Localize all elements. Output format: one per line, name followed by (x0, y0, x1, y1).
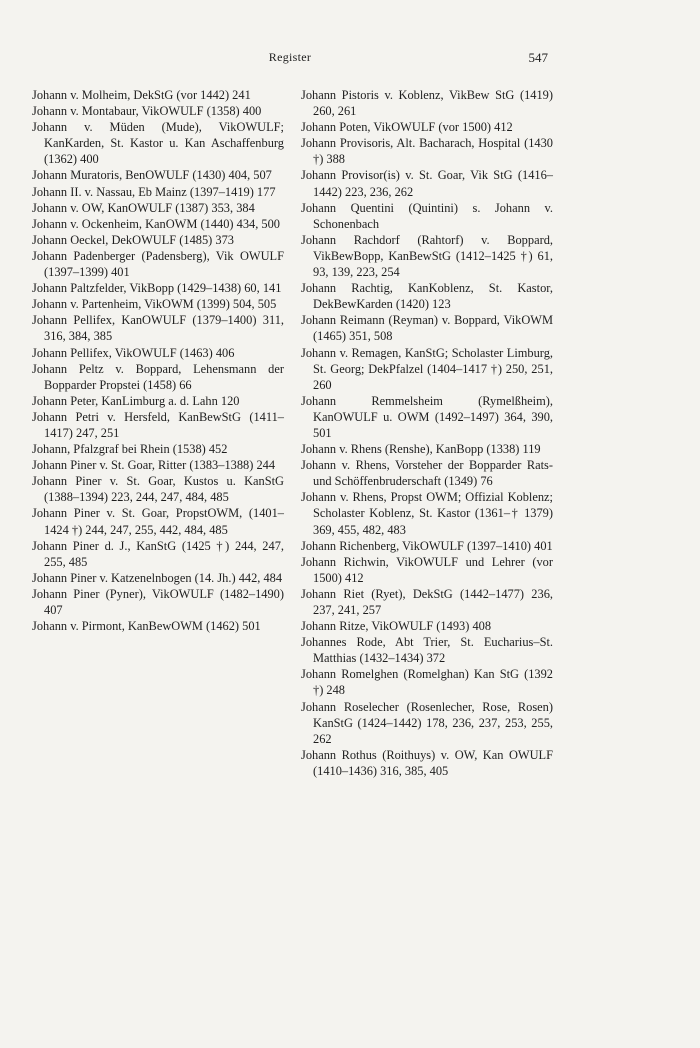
register-entry: Johann v. Pirmont, KanBewOWM (1462) 501 (32, 619, 261, 634)
left-column (32, 87, 284, 634)
register-entry: Johann Rothus (Roithuys) v. OW, Kan OWULF (1410–1436) 316, 385, 405 (301, 747, 553, 778)
page-header (32, 50, 548, 68)
register-entry: Johann Riet (Ryet), DekStG (1442–1477) 236, 237, 241, 257 (301, 586, 553, 617)
register-entry: Johann v. OW, KanOWULF (1387) 353, 384 (32, 200, 255, 215)
register-entry: Johann Piner (Pyner), VikOWULF (1482–1490) 407 (32, 586, 284, 617)
register-entry: Johann Paltzfelder, VikBopp (1429–1438) 60, 141 (32, 281, 282, 296)
register-entry: Johann Ritze, VikOWULF (1493) 408 (301, 619, 492, 634)
register-entry: Johann Pellifex, VikOWULF (1463) 406 (32, 345, 235, 360)
register-entry: Johann Reimann (Reyman) v. Boppard, VikOWM (1465) 351, 508 (301, 313, 553, 344)
register-entry: Johann v. Rhens, Vorsteher der Bopparder Rats- und Schöffenbruderschaft (1349) 76 (301, 458, 553, 489)
register-entry: Johann Piner d. J., KanStG (1425 †) 244, 247, 255, 485 (32, 538, 284, 569)
right-column (301, 87, 553, 779)
register-entry: Johann Piner v. St. Goar, Ritter (1383–1388) 244 (32, 458, 276, 473)
register-entry: Johann Roselecher (Rosenlecher, Rose, Rosen) KanStG (1424–1442) 178, 236, 237, 253, 255, 262 (301, 699, 553, 746)
register-entry: Johann Rachtig, KanKoblenz, St. Kastor, DekBewKarden (1420) 123 (301, 281, 553, 312)
register-entry: Johann Pellifex, KanOWULF (1379–1400) 311, 316, 384, 385 (32, 313, 284, 344)
register-entry: Johann Peltz v. Boppard, Lehensmann der Bopparder Propstei (1458) 66 (32, 361, 284, 392)
running-title: Register (268, 50, 312, 64)
register-entry: Johann Muratoris, BenOWULF (1430) 404, 507 (32, 168, 272, 183)
register-entry: Johann Richenberg, VikOWULF (1397–1410) 401 (301, 538, 553, 553)
register-entry: Johann v. Molheim, DekStG (vor 1442) 241 (32, 88, 251, 102)
register-entry: Johann Poten, VikOWULF (vor 1500) 412 (301, 120, 513, 135)
register-entry: Johann Peter, KanLimburg a. d. Lahn 120 (32, 393, 240, 408)
register-entry: Johann Piner v. St. Goar, Kustos u. KanStG (1388–1394) 223, 244, 247, 484, 485 (32, 474, 284, 505)
register-entry: Johannes Rode, Abt Trier, St. Eucharius–St. Matthias (1432–1434) 372 (301, 635, 553, 666)
register-entry: Johann v. Ockenheim, KanOWM (1440) 434, 500 (32, 216, 280, 231)
register-entry: Johann Padenberger (Padensberg), Vik OWULF (1397–1399) 401 (32, 248, 284, 280)
register-entry: Johann Piner v. Katzenelnbogen (14. Jh.) 442, 484 (32, 570, 283, 585)
register-entry: Johann v. Rhens, Propst OWM; Offizial Koblenz; Scholaster Koblenz, St. Kastor (1361–† 1379) 369, 455, 482, 483 (301, 490, 553, 537)
page-number: 547 (528, 50, 548, 65)
register-entry: Johann Quentini (Quintini) s. Johann v. Schonenbach (301, 200, 553, 231)
register-entry: Johann Pistoris v. Koblenz, VikBew StG (1419) 260, 261 (301, 88, 553, 119)
register-entry: Johann Provisoris, Alt. Bacharach, Hospital (1430 †) 388 (301, 136, 553, 167)
register-entry: Johann Oeckel, DekOWULF (1485) 373 (32, 232, 234, 247)
register-entry: Johann Piner v. St. Goar, PropstOWM, (1401–1424 †) 244, 247, 255, 442, 484, 485 (32, 506, 284, 537)
register-entry: Johann v. Rhens (Renshe), KanBopp (1338) 119 (301, 442, 541, 457)
register-entry: Johann Richwin, VikOWULF und Lehrer (vor 1500) 412 (301, 554, 553, 585)
register-entry: Johann Rachdorf (Rahtorf) v. Boppard, VikBewBopp, KanBewStG (1412–1425 †) 61, 93, 139, 223, 254 (301, 232, 553, 280)
register-entry: Johann II. v. Nassau, Eb Mainz (1397–1419) 177 (32, 184, 276, 199)
register-entry: Johann v. Remagen, KanStG; Scholaster Limburg, St. Georg; DekPfalzel (1404–1417 †) 250, 251, 260 (301, 345, 553, 392)
register-entry: Johann Remmelsheim (Rymelßheim), KanOWULF u. OWM (1492–1497) 364, 390, 501 (301, 393, 553, 440)
register-entry: Johann v. Montabaur, VikOWULF (1358) 400 (32, 104, 262, 119)
register-entry: Johann, Pfalzgraf bei Rhein (1538) 452 (32, 442, 228, 457)
register-entry: Johann v. Müden (Mude), VikOWULF; KanKarden, St. Kastor u. Kan Aschaffenburg (1362) 400 (32, 120, 284, 167)
register-entry: Johann Provisor(is) v. St. Goar, Vik StG (1416–1442) 223, 236, 262 (301, 168, 553, 199)
register-entry: Johann Romelghen (Romelghan) Kan StG (1392 †) 248 (301, 667, 553, 698)
register-entry: Johann Petri v. Hersfeld, KanBewStG (1411–1417) 247, 251 (32, 409, 284, 440)
register-entry: Johann v. Partenheim, VikOWM (1399) 504, 505 (32, 297, 277, 312)
